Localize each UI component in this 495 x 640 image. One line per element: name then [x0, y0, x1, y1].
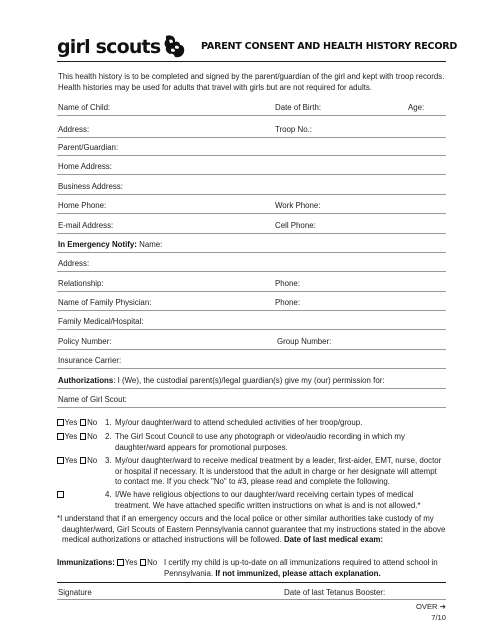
row-parent — [58, 142, 446, 154]
authorizations-label: Authorizations — [58, 376, 114, 385]
row-divider — [57, 115, 446, 116]
no-label: No — [87, 456, 98, 465]
row-hospital — [58, 316, 446, 328]
disclaimer-line-3 — [57, 535, 449, 546]
row-divider — [57, 252, 446, 253]
physician-field[interactable]: Name of Family Physician: — [58, 298, 152, 307]
row-home-address — [58, 161, 446, 173]
yes-label: Yes — [124, 558, 138, 567]
row-divider — [57, 291, 446, 292]
title-divider — [57, 61, 446, 62]
item-number: 4. — [105, 490, 112, 499]
troop-number-field[interactable]: Troop No.: — [275, 125, 312, 134]
row-policy — [58, 336, 446, 348]
no-label: No — [87, 418, 98, 427]
policy-number-field[interactable]: Policy Number: — [58, 337, 112, 346]
row-divider — [57, 388, 446, 389]
checkbox-yes[interactable] — [57, 433, 64, 440]
emergency-label: In Emergency Notify: — [58, 240, 137, 249]
age-field[interactable]: Age: — [408, 103, 425, 112]
item-text: I/We have religious objections to our daughter/ward receiving certain types of medical treatment. We have attached specific written instructions on what is and is not allowed.* — [115, 490, 421, 510]
row-email — [58, 220, 446, 232]
item-text: My/our daughter/ward to receive medical treatment by a leader, first-aider, EMT, nurse, doctor or hospital if necessary. It is understood that the adult in charge or her designate will attempt to contact me. If you check "No" to #3, please read and complete the following. — [115, 456, 442, 486]
trefoil-profiles-icon — [163, 34, 185, 58]
row-phones — [58, 200, 446, 212]
work-phone-field[interactable]: Work Phone: — [275, 201, 321, 210]
over-label: OVER — [415, 602, 438, 611]
tetanus-booster-field[interactable]: Date of last Tetanus Booster: — [284, 588, 386, 597]
emergency-address-field[interactable]: Address: — [58, 259, 90, 268]
yes-no-options — [57, 456, 97, 467]
immunization-text: I certify my child is up-to-date on all immunizations required to attend school in Pennsylvania. — [164, 558, 438, 578]
relationship-phone-field[interactable]: Phone: — [275, 279, 301, 288]
over-indicator — [396, 602, 446, 611]
row-emergency-address — [58, 258, 446, 270]
authorizations-statement — [58, 375, 385, 386]
row-divider — [57, 137, 446, 138]
girl-scout-name-field[interactable]: Name of Girl Scout: — [58, 395, 127, 404]
girl-scouts-logo — [57, 32, 185, 58]
checkbox-no[interactable] — [80, 457, 87, 464]
immunizations-divider — [57, 582, 446, 583]
relationship-field[interactable]: Relationship: — [58, 279, 104, 288]
hospital-field[interactable]: Family Medical/Hospital: — [58, 317, 144, 326]
religious-objection-option — [57, 490, 65, 501]
parent-guardian-field[interactable]: Parent/Guardian: — [58, 143, 119, 152]
checkbox-yes[interactable] — [57, 419, 64, 426]
immunizations-options — [57, 558, 157, 569]
row-signature — [58, 587, 446, 599]
row-divider — [57, 368, 446, 369]
disclaimer-line-2: daughter/ward, Girl Scouts of Eastern Pennsylvania cannot guarantee that my instructions stated in the above — [62, 524, 446, 534]
row-divider — [57, 271, 446, 272]
row-divider — [57, 329, 446, 330]
checkbox-immunized-yes[interactable] — [117, 559, 124, 566]
checkbox-no[interactable] — [80, 419, 87, 426]
row-divider — [57, 213, 446, 214]
immunization-note: If not immunized, please attach explanation. — [215, 568, 381, 578]
row-girl-name — [58, 394, 446, 406]
immunizations-label: Immunizations: — [57, 558, 115, 567]
row-business-address — [58, 181, 446, 193]
home-phone-field[interactable]: Home Phone: — [58, 201, 107, 210]
row-divider — [57, 174, 446, 175]
emergency-disclaimer — [57, 514, 449, 546]
revision-date: 7/10 — [431, 613, 446, 622]
yes-label: Yes — [64, 456, 78, 465]
cell-phone-field[interactable]: Cell Phone: — [275, 221, 316, 230]
row-child — [58, 102, 446, 114]
item-text: The Girl Scout Council to use any photograph or video/audio recording in which my daughter/ward appears for promotional purposes. — [115, 432, 405, 452]
insurance-carrier-field[interactable]: Insurance Carrier: — [58, 356, 122, 365]
emergency-section — [58, 239, 162, 250]
item-number: 3. — [105, 456, 112, 465]
emergency-name-field[interactable]: Name: — [139, 240, 163, 249]
row-divider — [57, 233, 446, 234]
dob-field[interactable]: Date of Birth: — [275, 103, 322, 112]
disclaimer-line-3-text: medical authorizations or attached instructions will be followed. — [62, 535, 282, 545]
checkbox-no[interactable] — [80, 433, 87, 440]
row-divider — [57, 155, 446, 156]
group-number-field[interactable]: Group Number: — [277, 337, 332, 346]
authorizations-text: : I (We), the custodial parent(s)/legal guardian(s) give my (our) permission for: — [113, 376, 385, 385]
intro-text: This health history is to be completed and signed by the parent/guardian of the girl and kept with troop records. Health histories may be used for adults that travel with girls but are not required for adults. — [58, 72, 445, 92]
row-insurance — [58, 355, 446, 367]
checkbox-religious-objection[interactable] — [57, 491, 64, 498]
yes-no-options — [57, 432, 97, 443]
right-arrow-icon: ➔ — [439, 602, 446, 611]
item-text: My/our daughter/ward to attend scheduled activities of her troop/group. — [115, 418, 363, 427]
row-divider — [57, 349, 446, 350]
item-number: 2. — [105, 432, 112, 441]
child-name-field[interactable]: Name of Child: — [58, 103, 111, 112]
item-number: 1. — [105, 418, 112, 427]
no-label: No — [147, 558, 158, 567]
physician-phone-field[interactable]: Phone: — [275, 298, 301, 307]
last-medical-exam-field[interactable]: Date of last medical exam: — [283, 535, 384, 545]
form-title: PARENT CONSENT AND HEALTH HISTORY RECORD — [201, 41, 458, 52]
signature-divider — [57, 599, 446, 600]
checkbox-immunized-no[interactable] — [140, 559, 147, 566]
yes-no-options — [57, 418, 97, 429]
row-address — [58, 124, 446, 136]
row-relationship — [58, 278, 446, 290]
email-field[interactable]: E-mail Address: — [58, 221, 114, 230]
row-emergency — [58, 239, 446, 251]
logo-wordmark: girl scouts — [57, 36, 161, 58]
row-divider — [57, 407, 446, 408]
immunization-certification — [164, 558, 449, 579]
row-divider — [57, 310, 446, 311]
no-label: No — [87, 432, 98, 441]
row-divider — [57, 194, 446, 195]
address-field[interactable]: Address: — [58, 125, 90, 134]
signature-field[interactable]: Signature — [58, 588, 92, 597]
checkbox-yes[interactable] — [57, 457, 64, 464]
home-address-field[interactable]: Home Address: — [58, 162, 112, 171]
row-physician — [58, 297, 446, 309]
row-authorizations — [58, 375, 446, 387]
yes-label: Yes — [64, 418, 78, 427]
business-address-field[interactable]: Business Address: — [58, 182, 123, 191]
yes-label: Yes — [64, 432, 78, 441]
disclaimer-line-1: *I understand that if an emergency occurs and the local police or other similar authorities take custody of my — [57, 514, 434, 523]
